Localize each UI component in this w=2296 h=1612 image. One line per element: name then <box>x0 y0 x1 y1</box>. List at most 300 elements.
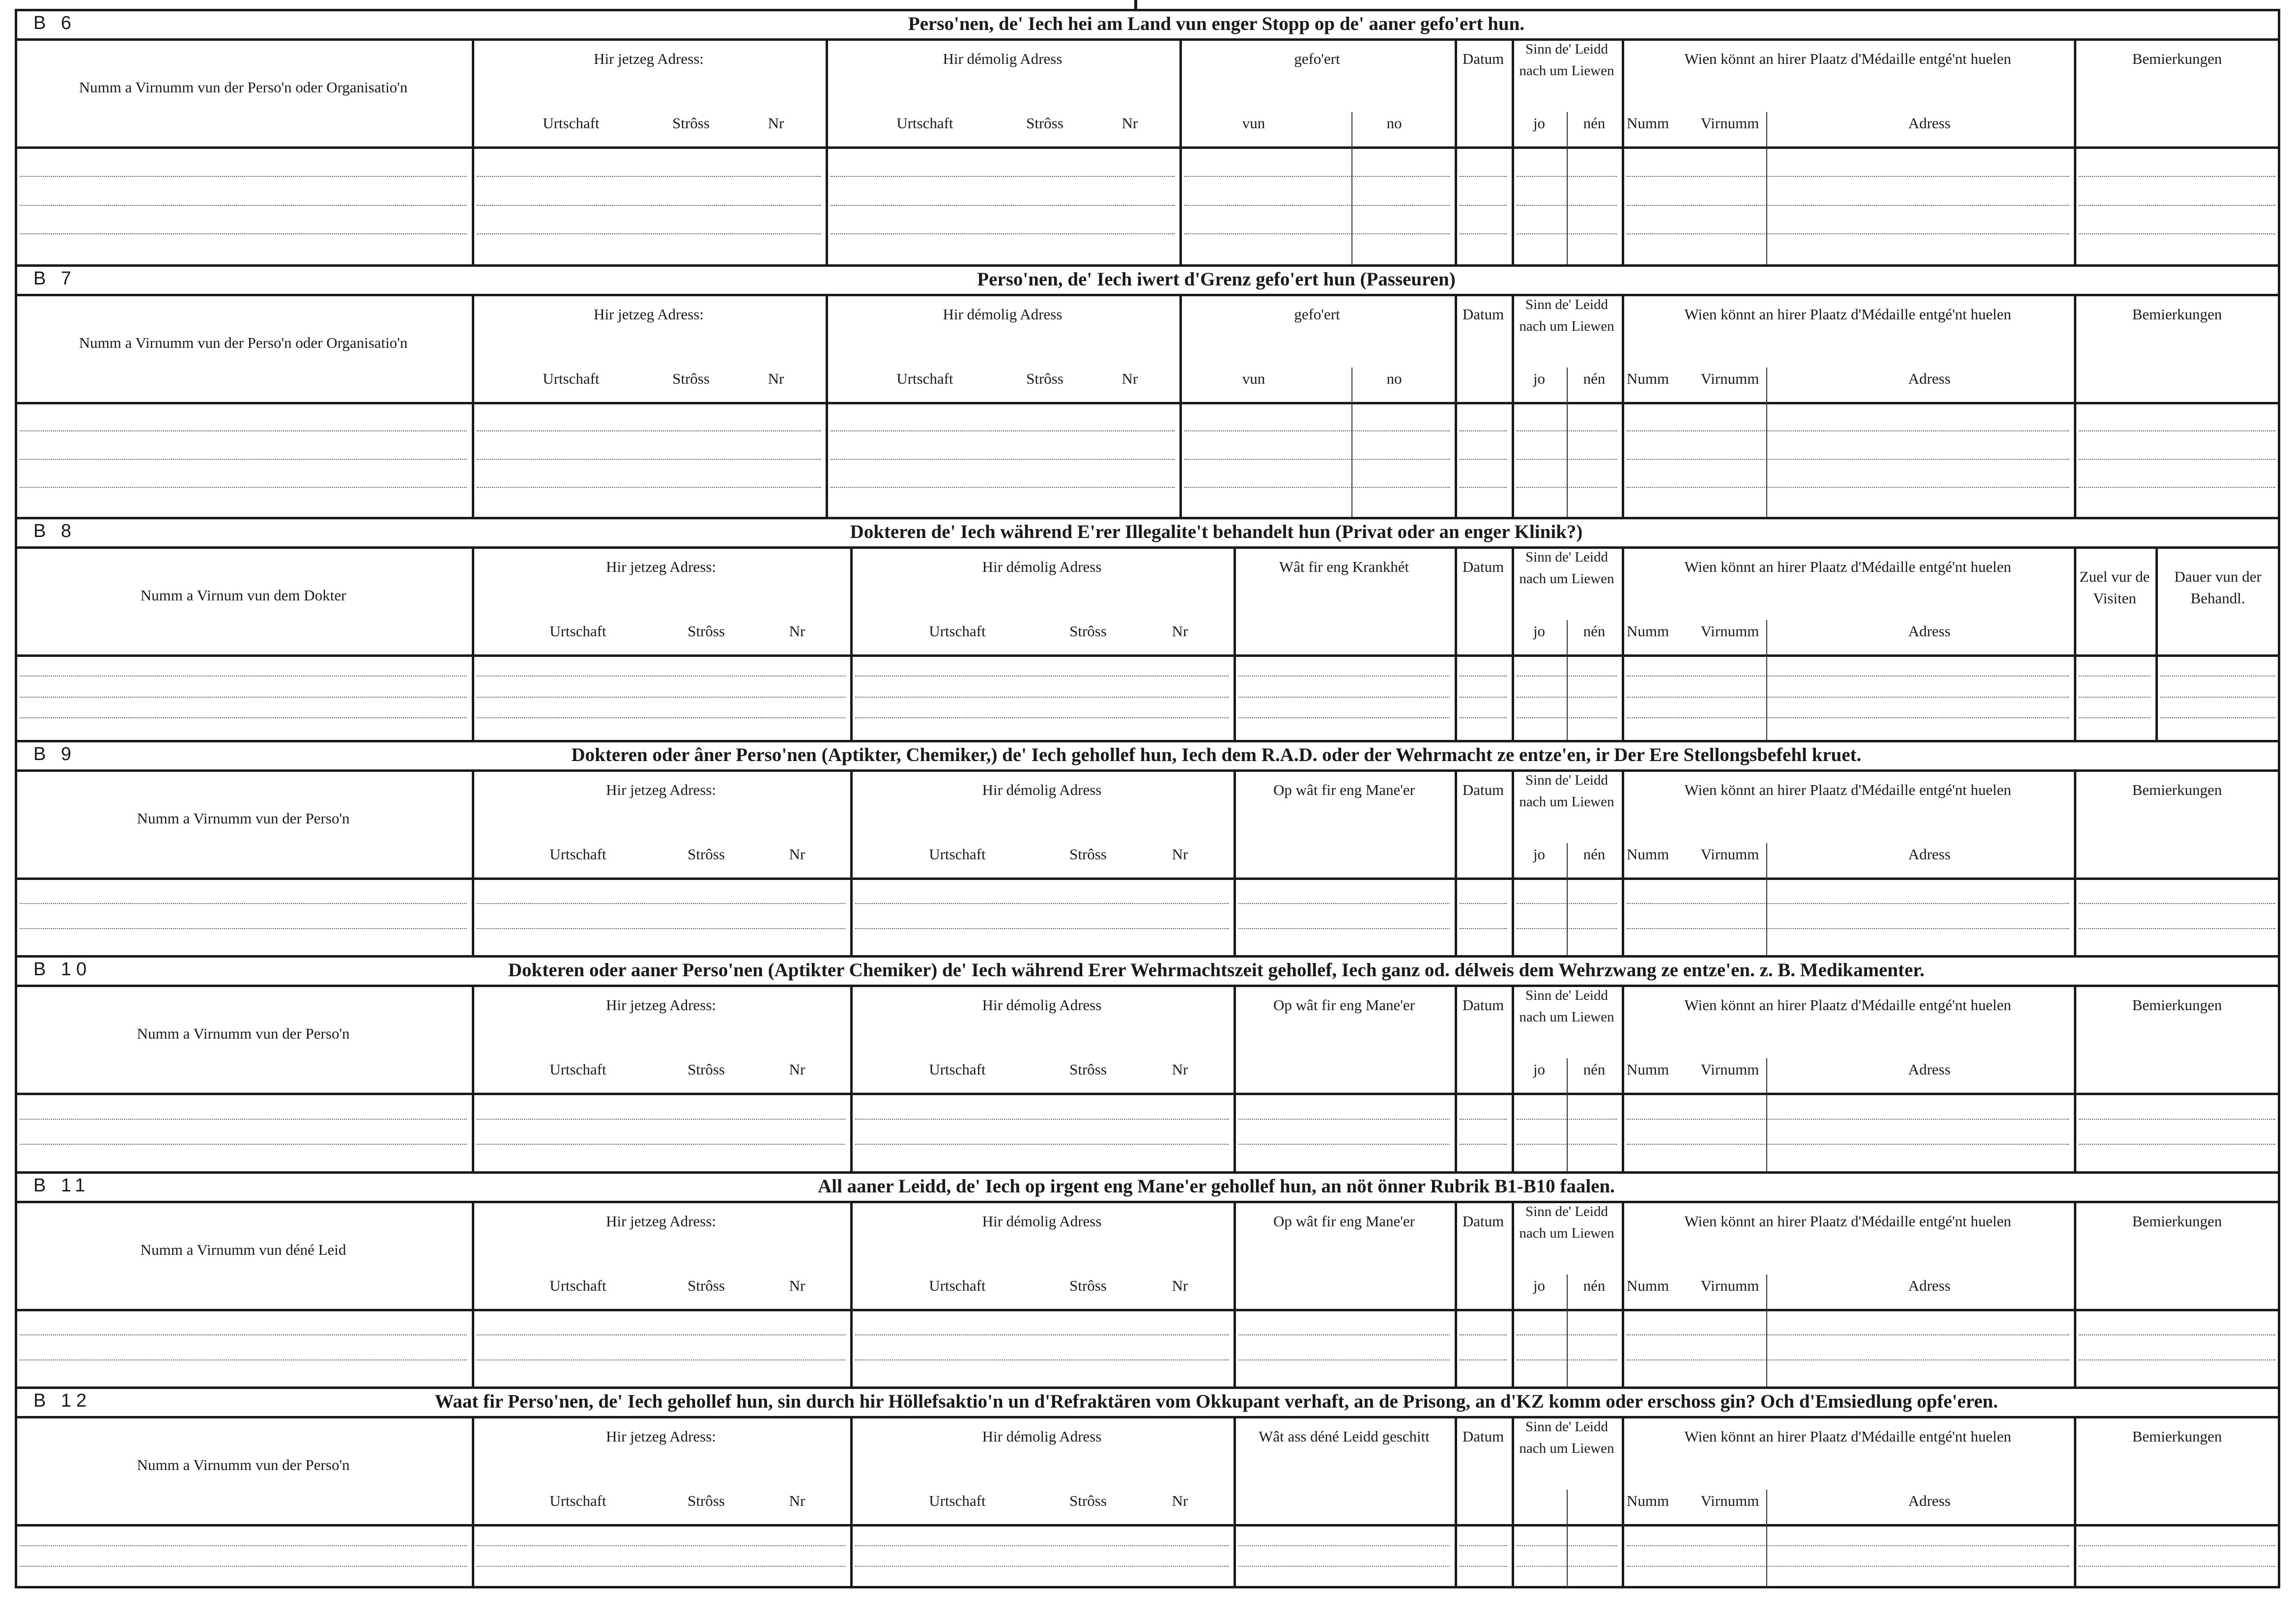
column-former-address-header: Hir démolig Adress <box>982 558 1102 575</box>
entry-line <box>1517 176 1617 177</box>
entry-line <box>1460 1334 1507 1335</box>
column-date-header: Datum <box>1462 306 1504 323</box>
column-former-address-header: Hir démolig Adress <box>982 1428 1102 1445</box>
entry-line <box>1460 487 1507 488</box>
entry-line <box>2079 459 2275 460</box>
entry-line <box>20 205 467 206</box>
section-title: Perso'nen, de' Iech iwert d'Grenz gefo'ert hun (Passeuren) <box>977 269 1456 290</box>
section-b9 <box>15 740 2280 955</box>
entry-line <box>1460 903 1507 904</box>
address-sublabel-place: Urtschaft <box>929 846 986 863</box>
section-code: B 6 <box>33 13 77 33</box>
entry-line <box>477 903 845 904</box>
column-former-address-header: Hir démolig Adress <box>943 306 1062 323</box>
entry-line <box>1517 1545 1617 1546</box>
title-rule <box>15 294 2280 296</box>
column-remarks-header: Bemierkungen <box>2132 781 2222 798</box>
medal-sublabel-firstname: Virnumm <box>1700 622 1759 640</box>
entry-line <box>1460 1119 1507 1120</box>
entry-line <box>1460 1566 1507 1567</box>
entry-line <box>1517 1359 1617 1360</box>
section-code: B 10 <box>33 959 92 980</box>
column-former-address-header: Hir démolig Adress <box>982 996 1102 1014</box>
section-rule <box>15 264 2280 267</box>
section-title: Dokteren oder âner Perso'nen (Aptikter, Chemiker,) de' Iech gehollef hun, Iech dem R.A.D. oder der Wehrmacht ze entze'en, ir Der Ere Stellongsbefehl kruet. <box>571 744 1862 765</box>
entry-line <box>477 676 845 677</box>
entry-line <box>1517 697 1617 698</box>
entry-line <box>20 1359 467 1360</box>
entry-line <box>1627 205 2069 206</box>
alive-sublabel-no: nén <box>1583 622 1606 640</box>
column-detail-header: Wât ass déné Leidd geschitt <box>1259 1428 1430 1445</box>
entry-line <box>831 430 1175 431</box>
top-mark <box>1134 0 1137 10</box>
address-sublabel-number: Nr <box>789 1061 805 1078</box>
column-former-address-header: Hir démolig Adress <box>943 50 1062 67</box>
entry-line <box>477 717 845 718</box>
entry-line <box>1460 1144 1507 1145</box>
medal-sublabel-firstname: Virnumm <box>1700 846 1759 863</box>
entry-line <box>2079 487 2275 488</box>
entry-line <box>831 459 1175 460</box>
entry-rows-area[interactable] <box>15 404 2280 517</box>
title-rule <box>15 1201 2280 1203</box>
entry-line <box>1627 676 2069 677</box>
title-rule <box>15 985 2280 987</box>
column-name-header: Numm a Virnumm vun der Perso'n <box>137 1025 350 1042</box>
address-sublabel-place: Urtschaft <box>549 1277 606 1294</box>
column-medal-recipient-header: Wien könnt an hirer Plaatz d'Médaille entgé'nt huelen <box>1684 558 2011 575</box>
entry-line <box>855 1359 1229 1360</box>
alive-sublabel-no: nén <box>1583 114 1606 132</box>
column-alive-header: Sinn de' Leidd nach um Liewen <box>1519 1204 1614 1241</box>
entry-line <box>1460 459 1507 460</box>
column-current-address-header: Hir jetzeg Adress: <box>606 781 716 798</box>
alive-sublabel-no: nén <box>1583 1277 1606 1294</box>
entry-line <box>1517 676 1617 677</box>
entry-line <box>1460 430 1507 431</box>
entry-line <box>20 487 467 488</box>
entry-line <box>831 487 1175 488</box>
column-name-header: Numm a Virnumm vun déné Leid <box>140 1241 346 1258</box>
section-b10 <box>15 955 2280 1171</box>
section-code: B 11 <box>33 1175 90 1196</box>
column-medal-recipient-header: Wien könnt an hirer Plaatz d'Médaille entgé'nt huelen <box>1684 1213 2011 1230</box>
column-date-header: Datum <box>1462 781 1504 798</box>
entry-line <box>2079 1144 2275 1145</box>
entry-line <box>20 676 467 677</box>
column-medal-recipient-header: Wien könnt an hirer Plaatz d'Médaille entgé'nt huelen <box>1684 50 2011 67</box>
entry-line <box>2079 717 2151 718</box>
entry-line <box>1238 1566 1450 1567</box>
entry-line <box>1517 928 1617 929</box>
entry-rows-area[interactable] <box>15 1527 2280 1588</box>
entry-line <box>855 1144 1229 1145</box>
section-title: All aaner Leidd, de' Iech op irgent eng Mane'er gehollef hun, an nöt önner Rubrik B1-B10 faalen. <box>818 1176 1615 1197</box>
entry-line <box>20 1144 467 1145</box>
entry-line <box>477 176 821 177</box>
alive-sublabel-yes: jo <box>1533 622 1546 640</box>
medal-sublabel-firstname: Virnumm <box>1700 1277 1759 1294</box>
column-treatment-duration-header: Dauer vun der Behandl. <box>2174 568 2262 607</box>
entry-line <box>1517 205 1617 206</box>
address-sublabel-number: Nr <box>1172 1492 1188 1509</box>
address-sublabel-number: Nr <box>1172 622 1188 640</box>
entry-line <box>477 233 821 234</box>
entry-line <box>855 1334 1229 1335</box>
column-alive-header: Sinn de' Leidd nach um Liewen <box>1519 1419 1614 1456</box>
column-current-address-header: Hir jetzeg Adress: <box>606 1428 716 1445</box>
entry-line <box>1627 176 2069 177</box>
entry-line <box>1460 1545 1507 1546</box>
address-sublabel-street: Strôss <box>1069 1061 1107 1078</box>
entry-line <box>477 1545 845 1546</box>
entry-line <box>1517 903 1617 904</box>
entry-rows-area[interactable] <box>15 1311 2280 1386</box>
entry-line <box>1238 676 1450 677</box>
entry-line <box>1238 1144 1450 1145</box>
medal-sublabel-firstname: Virnumm <box>1700 114 1759 132</box>
column-current-address-header: Hir jetzeg Adress: <box>594 50 704 67</box>
section-rule <box>15 955 2280 958</box>
column-medal-recipient-header: Wien könnt an hirer Plaatz d'Médaille entgé'nt huelen <box>1684 1428 2011 1445</box>
address-sublabel-place: Urtschaft <box>543 370 600 387</box>
column-detail-header: gefo'ert <box>1294 50 1340 67</box>
section-b12 <box>15 1386 2280 1588</box>
entry-line <box>1184 176 1450 177</box>
entry-line <box>1460 928 1507 929</box>
entry-line <box>2079 205 2275 206</box>
address-sublabel-place: Urtschaft <box>549 1492 606 1509</box>
address-sublabel-street: Strôss <box>672 114 710 132</box>
entry-line <box>2079 676 2151 677</box>
column-current-address-header: Hir jetzeg Adress: <box>606 558 716 575</box>
entry-line <box>1184 459 1450 460</box>
entry-line <box>1627 1359 2069 1360</box>
column-date-header: Datum <box>1462 996 1504 1014</box>
medal-sublabel-name: Numm <box>1627 846 1669 863</box>
entry-line <box>831 205 1175 206</box>
entry-line <box>2079 1545 2275 1546</box>
column-medal-recipient-header: Wien könnt an hirer Plaatz d'Médaille entgé'nt huelen <box>1684 996 2011 1014</box>
entry-line <box>1517 233 1617 234</box>
medal-sublabel-address: Adress <box>1908 370 1951 387</box>
entry-line <box>1238 1359 1450 1360</box>
entry-line <box>20 1566 467 1567</box>
transport-sublabel-from: vun <box>1242 370 1265 387</box>
section-code: B 7 <box>33 268 77 289</box>
column-remarks-header: Bemierkungen <box>2132 996 2222 1014</box>
column-alive-header: Sinn de' Leidd nach um Liewen <box>1519 297 1614 334</box>
entry-rows-area[interactable] <box>15 1095 2280 1171</box>
medal-sublabel-firstname: Virnumm <box>1700 1061 1759 1078</box>
entry-line <box>831 233 1175 234</box>
column-alive-header: Sinn de' Leidd nach um Liewen <box>1519 772 1614 810</box>
entry-line <box>1517 717 1617 718</box>
address-sublabel-place: Urtschaft <box>549 846 606 863</box>
entry-line <box>2079 1566 2275 1567</box>
section-code: B 9 <box>33 744 77 764</box>
alive-sublabel-no: nén <box>1583 370 1606 387</box>
column-date-header: Datum <box>1462 1428 1504 1445</box>
address-sublabel-street: Strôss <box>1069 1277 1107 1294</box>
transport-sublabel-to: no <box>1386 114 1402 132</box>
address-sublabel-place: Urtschaft <box>896 114 953 132</box>
entry-line <box>477 1566 845 1567</box>
alive-sublabel-yes: jo <box>1533 1061 1546 1078</box>
entry-line <box>1460 697 1507 698</box>
section-title: Perso'nen, de' Iech hei am Land vun enger Stopp op de' aaner gefo'ert hun. <box>908 13 1525 34</box>
entry-line <box>1627 233 2069 234</box>
section-code: B 8 <box>33 521 77 541</box>
entry-line <box>477 205 821 206</box>
address-sublabel-street: Strôss <box>688 1492 725 1509</box>
entry-line <box>1184 487 1450 488</box>
entry-line <box>1238 1334 1450 1335</box>
entry-line <box>1627 717 2069 718</box>
entry-line <box>2160 697 2275 698</box>
column-name-header: Numm a Virnumm vun der Perso'n <box>137 1456 350 1473</box>
alive-sublabel-no: nén <box>1583 1061 1606 1078</box>
entry-line <box>855 697 1229 698</box>
address-sublabel-street: Strôss <box>1026 114 1063 132</box>
entry-line <box>1627 903 2069 904</box>
address-sublabel-street: Strôss <box>688 1277 725 1294</box>
section-rule <box>15 1171 2280 1174</box>
entry-line <box>477 928 845 929</box>
column-former-address-header: Hir démolig Adress <box>982 1213 1102 1230</box>
entry-line <box>2079 233 2275 234</box>
entry-line <box>1238 1545 1450 1546</box>
column-current-address-header: Hir jetzeg Adress: <box>594 306 704 323</box>
address-sublabel-place: Urtschaft <box>543 114 600 132</box>
column-detail-header: Op wât fir eng Mane'er <box>1273 1213 1415 1230</box>
entry-line <box>477 430 821 431</box>
column-date-header: Datum <box>1462 558 1504 575</box>
entry-line <box>1238 1119 1450 1120</box>
entry-rows-area[interactable] <box>15 657 2280 740</box>
address-sublabel-place: Urtschaft <box>929 1061 986 1078</box>
title-rule <box>15 1416 2280 1418</box>
entry-line <box>1517 1119 1617 1120</box>
entry-line <box>1238 697 1450 698</box>
entry-line <box>2160 676 2275 677</box>
address-sublabel-street: Strôss <box>672 370 710 387</box>
alive-sublabel-no: nén <box>1583 846 1606 863</box>
address-sublabel-place: Urtschaft <box>896 370 953 387</box>
entry-line <box>855 928 1229 929</box>
medal-sublabel-name: Numm <box>1627 1492 1669 1509</box>
column-visits-header: Zuel vur de Visiten <box>2079 568 2150 607</box>
section-title: Dokteren de' Iech während E'rer Illegalite't behandelt hun (Privat oder an enger Klinik?) <box>850 521 1583 542</box>
entry-line <box>1627 1334 2069 1335</box>
entry-line <box>2079 1359 2275 1360</box>
entry-line <box>1517 1334 1617 1335</box>
column-remarks-header: Bemierkungen <box>2132 306 2222 323</box>
entry-line <box>1460 717 1507 718</box>
medal-sublabel-firstname: Virnumm <box>1700 1492 1759 1509</box>
address-sublabel-street: Strôss <box>688 1061 725 1078</box>
column-remarks-header: Bemierkungen <box>2132 1213 2222 1230</box>
entry-line <box>1627 459 2069 460</box>
column-current-address-header: Hir jetzeg Adress: <box>606 996 716 1014</box>
section-b11 <box>15 1171 2280 1386</box>
entry-line <box>1517 1144 1617 1145</box>
column-date-header: Datum <box>1462 50 1504 67</box>
section-code: B 12 <box>33 1390 92 1411</box>
address-sublabel-place: Urtschaft <box>929 1277 986 1294</box>
address-sublabel-place: Urtschaft <box>929 622 986 640</box>
address-sublabel-number: Nr <box>1121 114 1138 132</box>
address-sublabel-street: Strôss <box>1069 846 1107 863</box>
entry-line <box>477 1119 845 1120</box>
address-sublabel-number: Nr <box>1172 846 1188 863</box>
medal-sublabel-firstname: Virnumm <box>1700 370 1759 387</box>
column-medal-recipient-header: Wien könnt an hirer Plaatz d'Médaille entgé'nt huelen <box>1684 306 2011 323</box>
section-rule <box>15 517 2280 519</box>
entry-line <box>1184 233 1450 234</box>
medal-sublabel-name: Numm <box>1627 1277 1669 1294</box>
medal-sublabel-address: Adress <box>1908 1277 1951 1294</box>
entry-line <box>855 903 1229 904</box>
entry-line <box>477 1334 845 1335</box>
column-medal-recipient-header: Wien könnt an hirer Plaatz d'Médaille entgé'nt huelen <box>1684 781 2011 798</box>
alive-sublabel-yes: jo <box>1533 370 1546 387</box>
address-sublabel-number: Nr <box>789 622 805 640</box>
title-rule <box>15 38 2280 41</box>
column-name-header: Numm a Virnumm vun der Perso'n <box>137 810 350 827</box>
entry-line <box>477 1144 845 1145</box>
alive-sublabel-yes: jo <box>1533 114 1546 132</box>
entry-line <box>2079 1334 2275 1335</box>
entry-line <box>855 1545 1229 1546</box>
column-remarks-header: Bemierkungen <box>2132 50 2222 67</box>
entry-line <box>20 430 467 431</box>
entry-line <box>2079 697 2151 698</box>
entry-line <box>477 697 845 698</box>
entry-line <box>2079 928 2275 929</box>
medal-sublabel-name: Numm <box>1627 370 1669 387</box>
entry-line <box>1627 1119 2069 1120</box>
section-title: Dokteren oder aaner Perso'nen (Aptikter Chemiker) de' Iech während Erer Wehrmachtszeit gehollef, Iech ganz od. délweis dem Wehrzwang ze entze'en. z. B. Medikamenter. <box>508 960 1925 981</box>
entry-line <box>831 176 1175 177</box>
entry-line <box>1627 430 2069 431</box>
entry-line <box>1460 176 1507 177</box>
entry-line <box>855 676 1229 677</box>
column-alive-header: Sinn de' Leidd nach um Liewen <box>1519 988 1614 1025</box>
address-sublabel-number: Nr <box>789 846 805 863</box>
section-b8 <box>15 517 2280 740</box>
registration-form <box>15 9 2280 1588</box>
entry-line <box>1627 1566 2069 1567</box>
column-name-header: Numm a Virnumm vun der Perso'n oder Organisatio'n <box>79 334 408 351</box>
entry-line <box>855 1566 1229 1567</box>
entry-line <box>1460 676 1507 677</box>
column-name-header: Numm a Virnumm vun der Perso'n oder Organisatio'n <box>79 79 408 96</box>
address-sublabel-number: Nr <box>789 1492 805 1509</box>
column-alive-header: Sinn de' Leidd nach um Liewen <box>1519 41 1614 79</box>
entry-line <box>20 1545 467 1546</box>
medal-sublabel-address: Adress <box>1908 1061 1951 1078</box>
address-sublabel-street: Strôss <box>1069 622 1107 640</box>
entry-line <box>855 1119 1229 1120</box>
entry-rows-area[interactable] <box>15 149 2280 264</box>
entry-line <box>1627 1144 2069 1145</box>
entry-line <box>2079 903 2275 904</box>
medal-sublabel-name: Numm <box>1627 1061 1669 1078</box>
address-sublabel-place: Urtschaft <box>929 1492 986 1509</box>
entry-line <box>477 1359 845 1360</box>
column-detail-header: Op wât fir eng Mane'er <box>1273 996 1415 1014</box>
column-name-header: Numm a Virnum vun dem Dokter <box>140 587 346 604</box>
medal-sublabel-address: Adress <box>1908 846 1951 863</box>
entry-line <box>1627 1545 2069 1546</box>
entry-line <box>477 487 821 488</box>
entry-line <box>1184 205 1450 206</box>
address-sublabel-number: Nr <box>789 1277 805 1294</box>
column-former-address-header: Hir démolig Adress <box>982 781 1102 798</box>
medal-sublabel-address: Adress <box>1908 622 1951 640</box>
entry-line <box>855 717 1229 718</box>
column-date-header: Datum <box>1462 1213 1504 1230</box>
entry-line <box>1184 430 1450 431</box>
section-rule <box>15 740 2280 742</box>
medal-sublabel-name: Numm <box>1627 622 1669 640</box>
section-title: Waat fir Perso'nen, de' Iech gehollef hun, sin durch hir Höllefsaktio'n un d'Refraktären vom Okkupant verhaft, an de Prisong, an d'KZ komm oder erschoss gin? Och d'Emsiedlung opfe'eren. <box>434 1391 1998 1412</box>
entry-line <box>20 1334 467 1335</box>
entry-line <box>1460 205 1507 206</box>
column-detail-header: Op wât fir eng Mane'er <box>1273 781 1415 798</box>
entry-line <box>1627 697 2069 698</box>
entry-line <box>477 459 821 460</box>
address-sublabel-place: Urtschaft <box>549 1061 606 1078</box>
entry-line <box>1517 1566 1617 1567</box>
section-b6 <box>15 9 2280 264</box>
column-detail-header: Wât fir eng Krankhét <box>1279 558 1409 575</box>
column-detail-header: gefo'ert <box>1294 306 1340 323</box>
entry-line <box>20 459 467 460</box>
entry-line <box>2079 176 2275 177</box>
medal-sublabel-name: Numm <box>1627 114 1669 132</box>
section-b7 <box>15 264 2280 517</box>
address-sublabel-number: Nr <box>1172 1277 1188 1294</box>
entry-line <box>1517 430 1617 431</box>
entry-line <box>1517 459 1617 460</box>
title-rule <box>15 769 2280 772</box>
section-rule <box>15 1386 2280 1389</box>
address-sublabel-place: Urtschaft <box>549 622 606 640</box>
entry-line <box>20 928 467 929</box>
entry-line <box>1627 928 2069 929</box>
entry-line <box>20 697 467 698</box>
address-sublabel-number: Nr <box>1172 1061 1188 1078</box>
transport-sublabel-from: vun <box>1242 114 1265 132</box>
entry-rows-area[interactable] <box>15 880 2280 955</box>
medal-sublabel-address: Adress <box>1908 114 1951 132</box>
entry-line <box>20 717 467 718</box>
entry-line <box>2079 1119 2275 1120</box>
alive-sublabel-yes: jo <box>1533 1277 1546 1294</box>
address-sublabel-number: Nr <box>1121 370 1138 387</box>
entry-line <box>20 903 467 904</box>
entry-line <box>1238 717 1450 718</box>
entry-line <box>1238 928 1450 929</box>
entry-line <box>20 233 467 234</box>
address-sublabel-street: Strôss <box>688 622 725 640</box>
address-sublabel-street: Strôss <box>688 846 725 863</box>
address-sublabel-number: Nr <box>768 114 784 132</box>
address-sublabel-street: Strôss <box>1069 1492 1107 1509</box>
